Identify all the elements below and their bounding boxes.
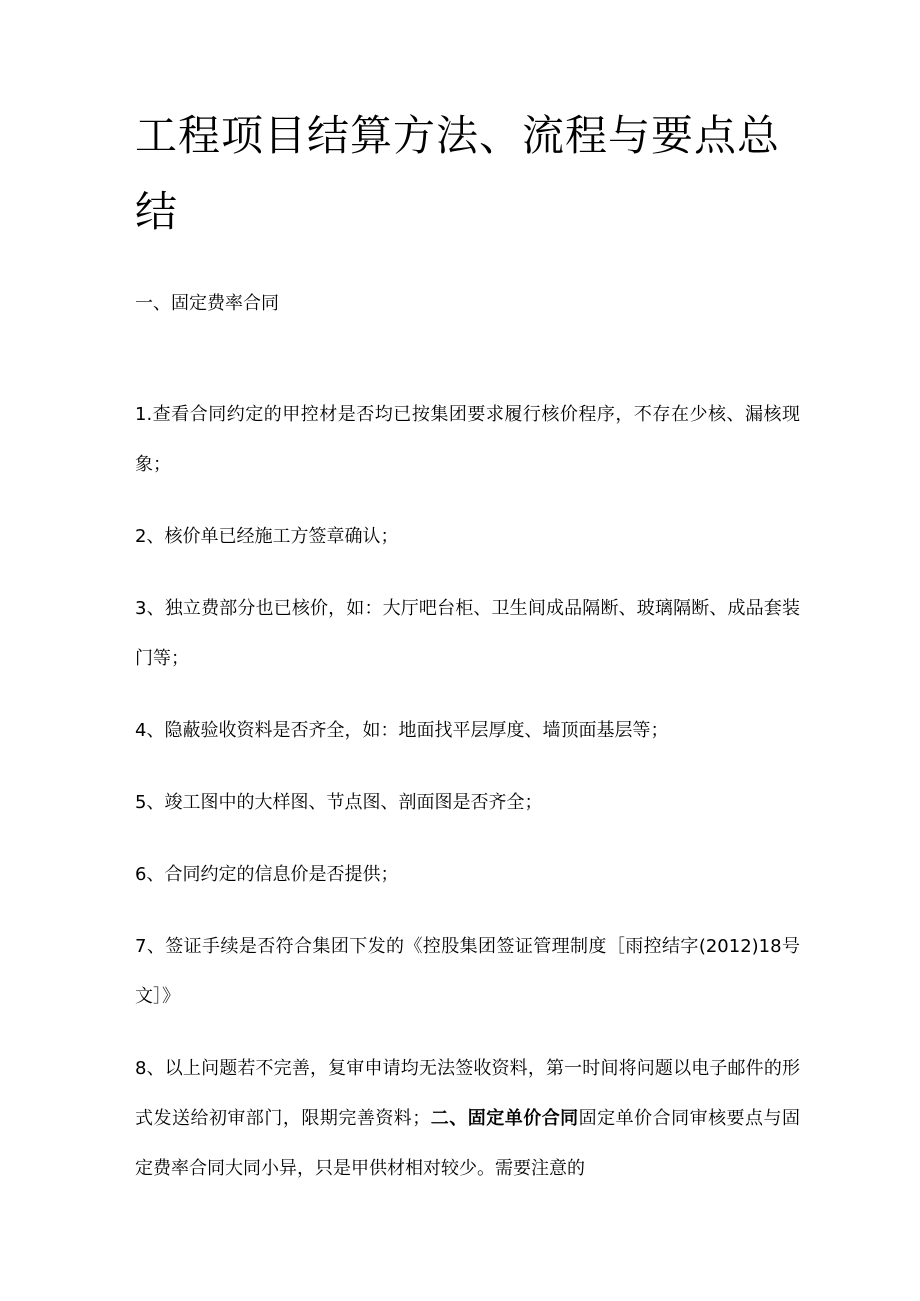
- list-item-1: 1.查看合同约定的甲控材是否均已按集团要求履行核价程序，不存在少核、漏核现象；: [135, 404, 800, 475]
- list-item-8-text: 8、以上问题若不完善，复审申请均无法签收资料，第一时间将问题以电子邮件的形式发送给初审部门，限期完善资料；: [135, 1058, 800, 1129]
- document-title: 工程项目结算方法、流程与要点总结: [135, 111, 781, 236]
- list-item-6: 6、合同约定的信息价是否提供；: [135, 864, 399, 885]
- section-heading-fixed-rate-contract: 一、固定费率合同: [135, 293, 279, 314]
- section-2-intro-text: 固定单价合同审核要点与固定费率合同大同小异，只是甲供材相对较少。需要注意的: [135, 1108, 801, 1179]
- list-item-5: 5、竣工图中的大样图、节点图、剖面图是否齐全；: [135, 792, 543, 813]
- list-item-8: [135, 1044, 800, 1194]
- list-item-2: 2、核价单已经施工方签章确认；: [135, 526, 399, 547]
- list-item-3: 3、独立费部分也已核价，如：大厅吧台柜、卫生间成品隔断、玻璃隔断、成品套装门等；: [135, 598, 800, 669]
- section-heading-fixed-unit-price-contract: 二、固定单价合同: [430, 1108, 579, 1129]
- list-item-7: 7、签证手续是否符合集团下发的《控股集团签证管理制度［雨控结字(2012)18号文］》: [135, 936, 800, 1007]
- document-page: [135, 98, 800, 1216]
- list-item-4: 4、隐蔽验收资料是否齐全，如：地面找平层厚度、墙顶面基层等；: [135, 720, 669, 741]
